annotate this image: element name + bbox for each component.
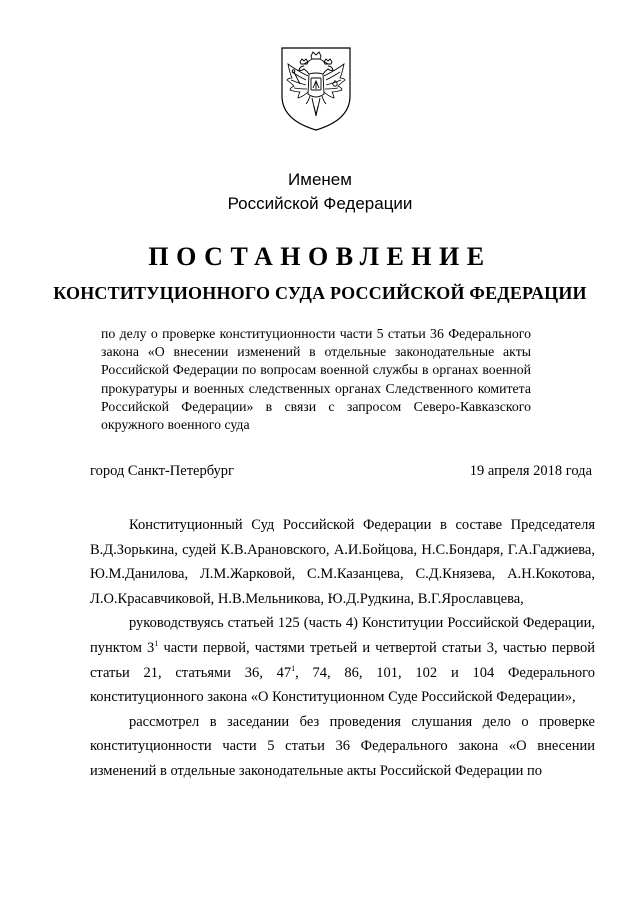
legal-basis-text-3: , 74, 86, 101, 102 и 104 Федерального конституционного закона «О Конституционном Суде Российской Федерации», xyxy=(90,664,595,706)
place-city: город Санкт-Петербург xyxy=(90,463,235,479)
legal-basis-text-1: руководствуясь статьей 125 (часть 4) Конституции Российской Федерации, пунктом 3 xyxy=(90,615,595,656)
document-title: ПОСТАНОВЛЕНИЕ xyxy=(148,242,492,271)
legal-basis-text-2: части первой, частями третьей и четвертой статьи 3, частью первой статьи 21, статьями 36, 47 xyxy=(90,639,596,681)
in-name-line-1: Именем xyxy=(288,170,352,189)
coat-of-arms-emblem xyxy=(278,44,354,132)
in-name-line-2: Российской Федерации xyxy=(227,194,413,213)
case-description: по делу о проверке конституционности части 5 статьи 36 Федерального закона «О внесении изменений в отдельные законодательные акты Российской Федерации по вопросам военной службы в органах военной прокуратуры и военных следственных органах Следственного комитета Российской Федерации» в связи с запросом Северо-Кавказского окружного военного суда xyxy=(101,326,531,433)
body-paragraph-legal-basis xyxy=(90,611,595,709)
superscript-2: 1 xyxy=(291,663,296,673)
superscript-1: 1 xyxy=(154,638,159,648)
body-paragraph-composition: Конституционный Суд Российской Федерации в составе Председателя В.Д.Зорькина, судей К.В.Арановского, А.И.Бойцова, Н.С.Бондаря, Г.А.Гаджиева, Ю.М.Данилова, Л.М.Жарковой, С.М.Казанцева, С.Д.Князева, А.Н.Кокотова, Л.О.Красавчиковой, Н.В.Мельникова, Ю.Д.Рудкина, В.Г.Ярославцева, xyxy=(90,517,595,607)
decision-date: 19 апреля 2018 года xyxy=(469,463,592,479)
body-paragraph-considered: рассмотрел в заседании без проведения слушания дело о проверке конституционности части 5 статьи 36 Федерального закона «О внесении изменений в отдельные законодательные акты Российской Федерации по xyxy=(90,713,595,779)
document-body xyxy=(90,513,595,784)
document-subtitle: КОНСТИТУЦИОННОГО СУДА РОССИЙСКОЙ ФЕДЕРАЦИИ xyxy=(53,283,587,303)
